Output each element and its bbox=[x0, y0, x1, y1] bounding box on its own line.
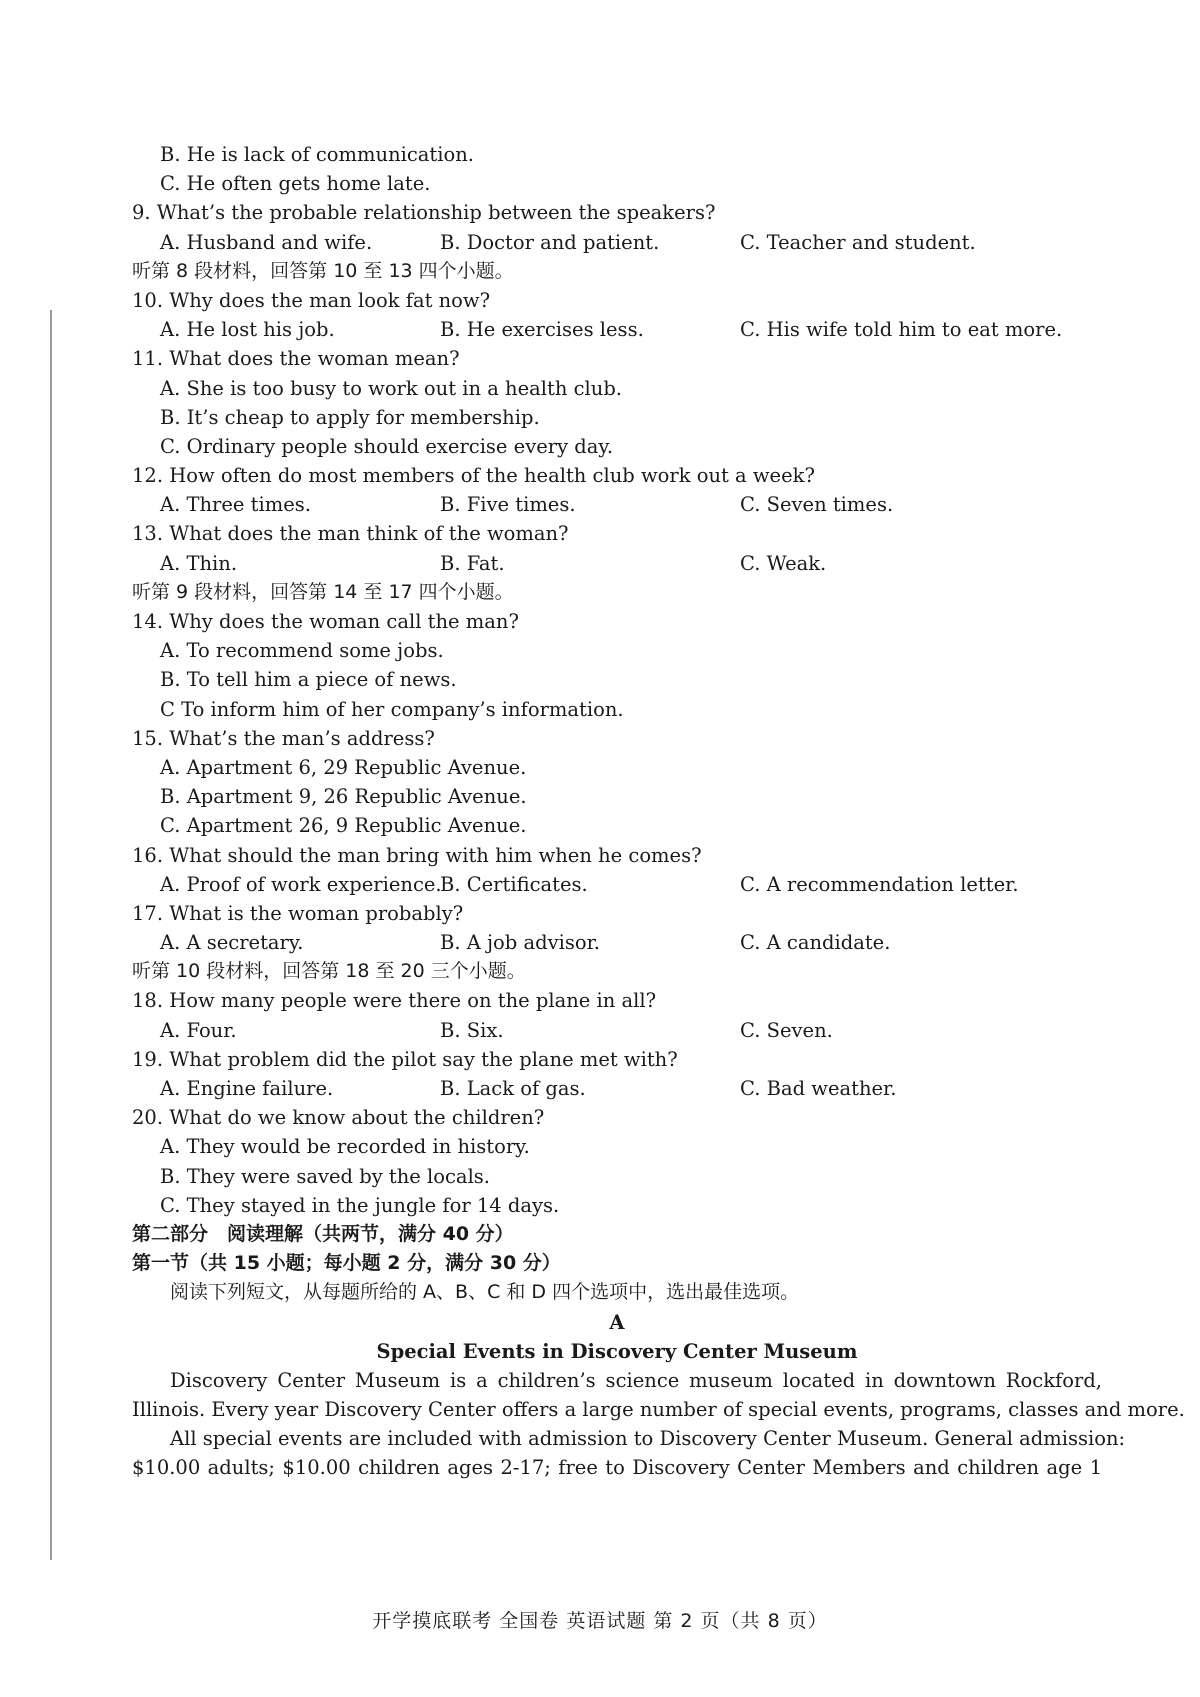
section-10-heading: 听第 10 段材料，回答第 18 至 20 三个小题。 bbox=[132, 960, 526, 983]
question-10-options bbox=[132, 315, 1102, 344]
q12-option-c: C. Seven times. bbox=[740, 493, 894, 517]
passage-paragraph-2-line-2: $10.00 adults; $10.00 children ages 2-17; free to Discovery Center Members and children age 1 bbox=[132, 1456, 1102, 1480]
passage-paragraph-1-line-2: Illinois. Every year Discovery Center offers a large number of special events, programs, classes and more. bbox=[132, 1398, 1185, 1422]
q20-option-a: A. They would be recorded in history. bbox=[160, 1135, 530, 1159]
section-1-heading: 第一节（共 15 小题；每小题 2 分，满分 30 分） bbox=[132, 1252, 561, 1275]
q9-option-c: C. Teacher and student. bbox=[740, 230, 976, 254]
q14-option-c: C To inform him of her company’s information. bbox=[160, 697, 624, 721]
passage-paragraph-2-line-1: All special events are included with admission to Discovery Center Museum. General admission: bbox=[170, 1427, 1126, 1451]
section-9-heading: 听第 9 段材料，回答第 14 至 17 四个小题。 bbox=[132, 580, 514, 603]
passage-title: Special Events in Discovery Center Museum bbox=[376, 1339, 858, 1363]
q19-option-a: A. Engine failure. bbox=[160, 1077, 334, 1100]
question-13-options bbox=[132, 549, 1102, 578]
part-2-heading: 第二部分 阅读理解（共两节，满分 40 分） bbox=[132, 1222, 514, 1245]
q17-option-b: B. A job advisor. bbox=[440, 931, 600, 955]
question-20: 20. What do we know about the children? bbox=[132, 1106, 545, 1130]
q8-option-b: B. He is lack of communication. bbox=[160, 143, 474, 166]
q18-option-a: A. Four. bbox=[160, 1018, 237, 1042]
question-13: 13. What does the man think of the woman? bbox=[132, 522, 569, 546]
q16-option-a: A. Proof of work experience. bbox=[160, 872, 442, 896]
q20-option-b: B. They were saved by the locals. bbox=[160, 1164, 491, 1188]
question-17-options bbox=[132, 928, 1102, 957]
q10-option-c: C. His wife told him to eat more. bbox=[740, 318, 1063, 342]
binding-margin-line bbox=[50, 310, 52, 1560]
page-footer: 开学摸底联考 全国卷 英语试题 第 2 页（共 8 页） bbox=[372, 1610, 828, 1632]
q19-option-c: C. Bad weather. bbox=[740, 1077, 897, 1100]
q16-option-c: C. A recommendation letter. bbox=[740, 872, 1019, 896]
question-10: 10. Why does the man look fat now? bbox=[132, 288, 491, 312]
q15-option-c: C. Apartment 26, 9 Republic Avenue. bbox=[160, 814, 527, 838]
q12-option-b: B. Five times. bbox=[440, 493, 576, 517]
q19-option-b: B. Lack of gas. bbox=[440, 1077, 586, 1100]
question-9: 9. What’s the probable relationship between the speakers? bbox=[132, 201, 716, 225]
question-19-options bbox=[132, 1074, 1102, 1103]
q16-option-b: B. Certificates. bbox=[440, 872, 588, 896]
question-12-options bbox=[132, 490, 1102, 519]
question-11: 11. What does the woman mean? bbox=[132, 347, 460, 371]
q12-option-a: A. Three times. bbox=[160, 493, 311, 517]
q11-option-a: A. She is too busy to work out in a health club. bbox=[160, 376, 623, 400]
q15-option-b: B. Apartment 9, 26 Republic Avenue. bbox=[160, 785, 527, 809]
q10-option-a: A. He lost his job. bbox=[160, 318, 335, 342]
question-15: 15. What’s the man’s address? bbox=[132, 726, 435, 750]
q18-option-c: C. Seven. bbox=[740, 1018, 833, 1042]
question-12: 12. How often do most members of the health club work out a week? bbox=[132, 464, 815, 488]
q8-option-c: C. He often gets home late. bbox=[160, 172, 431, 196]
section-8-heading: 听第 8 段材料，回答第 10 至 13 四个小题。 bbox=[132, 259, 514, 282]
q13-option-a: A. Thin. bbox=[160, 551, 238, 575]
q13-option-b: B. Fat. bbox=[440, 551, 505, 575]
page-content bbox=[132, 140, 1185, 1483]
question-17: 17. What is the woman probably? bbox=[132, 901, 464, 925]
q15-option-a: A. Apartment 6, 29 Republic Avenue. bbox=[160, 755, 527, 779]
question-19: 19. What problem did the pilot say the plane met with? bbox=[132, 1047, 678, 1071]
passage-letter: A bbox=[609, 1310, 625, 1334]
question-18-options bbox=[132, 1016, 1102, 1045]
q13-option-c: C. Weak. bbox=[740, 551, 827, 575]
reading-instructions: 阅读下列短文，从每题所给的 A、B、C 和 D 四个选项中，选出最佳选项。 bbox=[170, 1281, 800, 1304]
q17-option-c: C. A candidate. bbox=[740, 931, 891, 955]
question-14: 14. Why does the woman call the man? bbox=[132, 610, 519, 633]
q11-option-c: C. Ordinary people should exercise every day. bbox=[160, 434, 614, 458]
question-18: 18. How many people were there on the plane in all? bbox=[132, 989, 657, 1013]
q10-option-b: B. He exercises less. bbox=[440, 318, 644, 342]
q9-option-b: B. Doctor and patient. bbox=[440, 230, 660, 254]
question-16: 16. What should the man bring with him when he comes? bbox=[132, 843, 702, 867]
q14-option-a: A. To recommend some jobs. bbox=[160, 639, 444, 663]
question-16-options bbox=[132, 870, 1102, 899]
q18-option-b: B. Six. bbox=[440, 1018, 504, 1042]
q14-option-b: B. To tell him a piece of news. bbox=[160, 668, 457, 692]
q9-option-a: A. Husband and wife. bbox=[160, 230, 373, 254]
passage-paragraph-1-line-1: Discovery Center Museum is a children’s science museum located in downtown Rockford, bbox=[170, 1368, 1102, 1392]
q11-option-b: B. It’s cheap to apply for membership. bbox=[160, 405, 540, 429]
q17-option-a: A. A secretary. bbox=[160, 931, 304, 955]
q20-option-c: C. They stayed in the jungle for 14 days. bbox=[160, 1193, 560, 1217]
question-9-options bbox=[132, 228, 1102, 257]
